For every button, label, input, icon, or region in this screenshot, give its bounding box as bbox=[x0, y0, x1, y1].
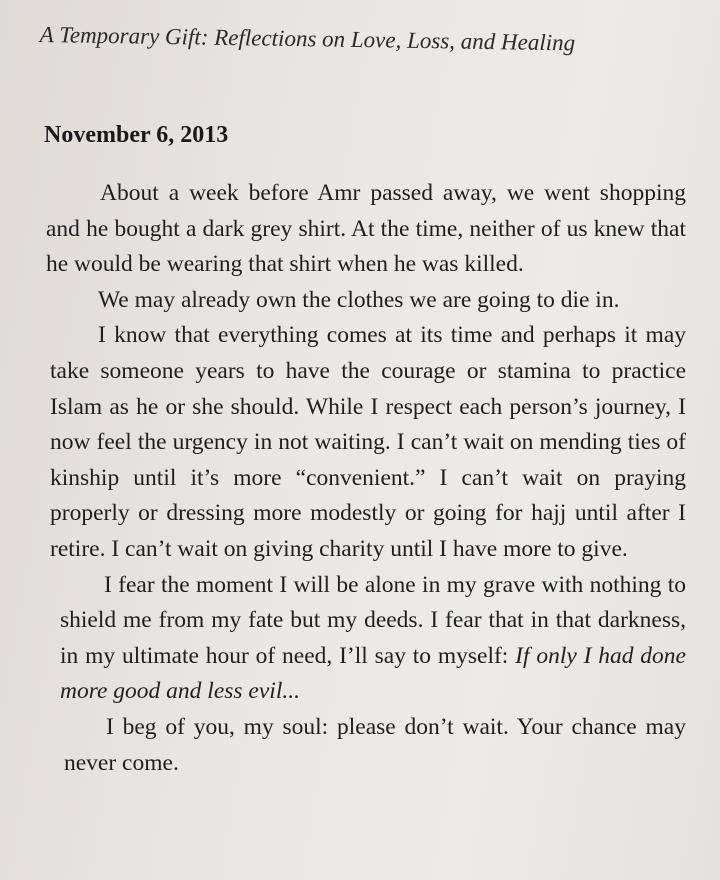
paragraph-urgency: I know that everything comes at its time and perhaps it may take someone years to have the courage or stamina to practice Islam as he or she should. While I respect each person’s journey, I now feel the urgency in not waiting. I can’t wait on mending ties of kinship until it’s more “convenient.” I can’t wait on praying properly or dressing more modestly or going for hajj until after I retire. I can’t wait on giving charity until I have more to give. bbox=[50, 322, 686, 562]
paragraph-shirt: About a week before Amr passed away, we went shopping and he bought a dark grey shirt. At the time, neither of us knew that he would be wearing that shirt when he was killed. bbox=[46, 180, 686, 278]
running-header: A Temporary Gift: Reflections on Love, Loss, and Healing bbox=[39, 22, 576, 56]
paragraph-grave-text: I fear the moment I will be alone in my grave with nothing to shield me from my fate but my deeds. I fear that in that darkness, in my ultimate hour of need, I’ll say to myself: bbox=[60, 571, 686, 669]
paragraph-grave-italic: If only I had done more good and less evil... bbox=[60, 642, 686, 705]
paragraph-grave bbox=[46, 568, 686, 710]
entry-body bbox=[46, 176, 686, 781]
paragraph-plea: I beg of you, my soul: please don’t wait. Your chance may never come. bbox=[64, 713, 686, 776]
entry-date-heading: November 6, 2013 bbox=[44, 122, 229, 148]
paragraph-clothes: We may already own the clothes we are going to die in. bbox=[98, 286, 620, 313]
